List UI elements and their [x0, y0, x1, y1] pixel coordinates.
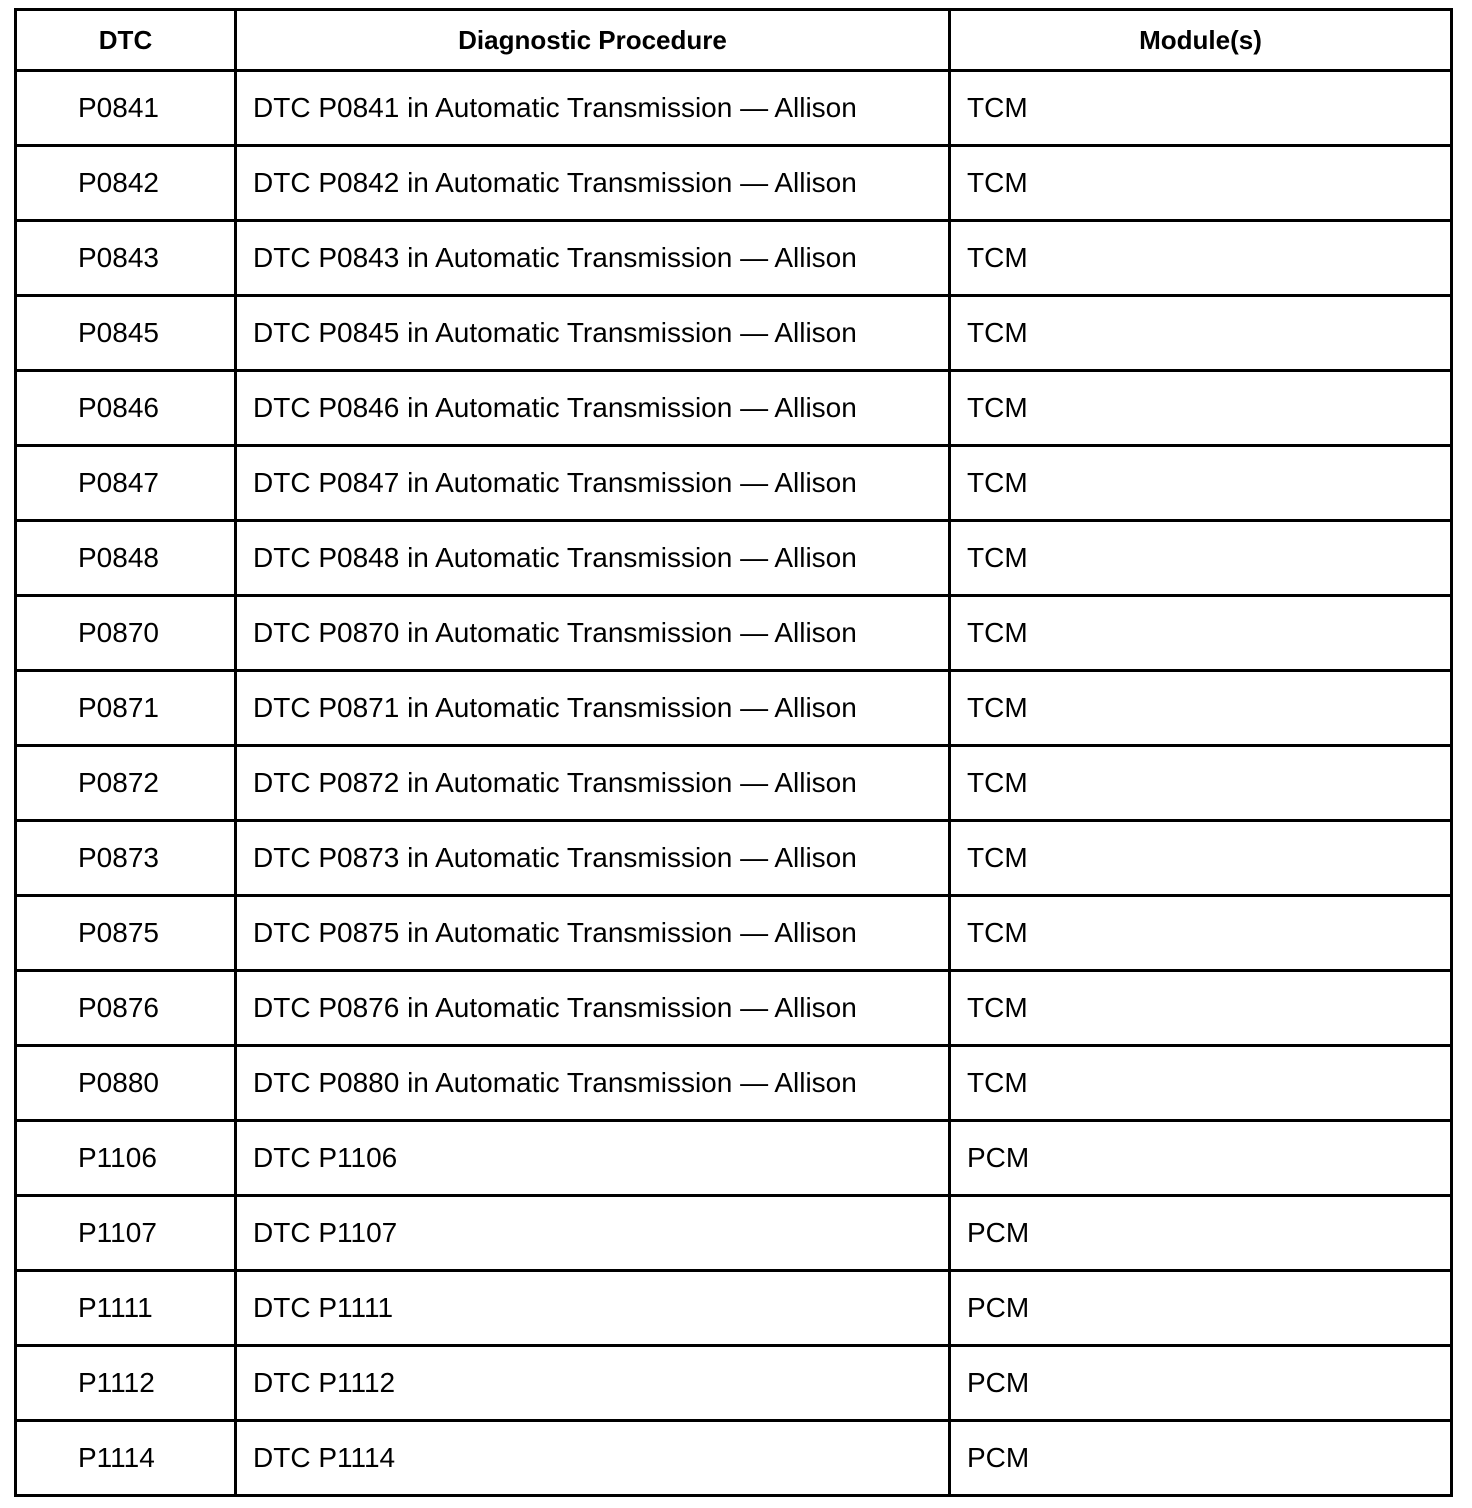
diagnostic-procedure-cell: DTC P0843 in Automatic Transmission — Allison: [236, 221, 950, 296]
diagnostic-procedure-cell: DTC P0847 in Automatic Transmission — Allison: [236, 446, 950, 521]
table-row: [16, 1346, 1452, 1421]
header-dtc: DTC: [16, 10, 236, 71]
table-row: [16, 446, 1452, 521]
dtc-code-cell: P0845: [16, 296, 236, 371]
module-cell: TCM: [950, 671, 1452, 746]
module-cell: TCM: [950, 521, 1452, 596]
table-row: [16, 1121, 1452, 1196]
diagnostic-procedure-cell: DTC P0842 in Automatic Transmission — Allison: [236, 146, 950, 221]
table-header: [16, 10, 1452, 71]
dtc-code-cell: P1114: [16, 1421, 236, 1496]
table-row: [16, 971, 1452, 1046]
header-row: [16, 10, 1452, 71]
table-row: [16, 71, 1452, 146]
diagnostic-procedure-cell: DTC P0841 in Automatic Transmission — Allison: [236, 71, 950, 146]
header-modules: Module(s): [950, 10, 1452, 71]
diagnostic-procedure-cell: DTC P0880 in Automatic Transmission — Allison: [236, 1046, 950, 1121]
diagnostic-procedure-cell: DTC P1111: [236, 1271, 950, 1346]
dtc-code-cell: P0880: [16, 1046, 236, 1121]
diagnostic-procedure-cell: DTC P0845 in Automatic Transmission — Allison: [236, 296, 950, 371]
table-row: [16, 671, 1452, 746]
dtc-code-cell: P0871: [16, 671, 236, 746]
module-cell: TCM: [950, 896, 1452, 971]
dtc-code-cell: P0846: [16, 371, 236, 446]
table-row: [16, 221, 1452, 296]
module-cell: TCM: [950, 146, 1452, 221]
module-cell: PCM: [950, 1196, 1452, 1271]
module-cell: TCM: [950, 71, 1452, 146]
module-cell: PCM: [950, 1121, 1452, 1196]
diagnostic-procedure-cell: DTC P0875 in Automatic Transmission — Allison: [236, 896, 950, 971]
diagnostic-procedure-cell: DTC P1114: [236, 1421, 950, 1496]
module-cell: TCM: [950, 1046, 1452, 1121]
module-cell: TCM: [950, 746, 1452, 821]
dtc-code-cell: P0848: [16, 521, 236, 596]
dtc-code-cell: P0873: [16, 821, 236, 896]
diagnostic-procedure-cell: DTC P0848 in Automatic Transmission — Allison: [236, 521, 950, 596]
module-cell: TCM: [950, 821, 1452, 896]
table-row: [16, 521, 1452, 596]
module-cell: PCM: [950, 1271, 1452, 1346]
dtc-code-cell: P0872: [16, 746, 236, 821]
dtc-code-cell: P0876: [16, 971, 236, 1046]
table-row: [16, 746, 1452, 821]
diagnostic-procedure-cell: DTC P1112: [236, 1346, 950, 1421]
diagnostic-procedure-cell: DTC P1107: [236, 1196, 950, 1271]
table-row: [16, 296, 1452, 371]
module-cell: TCM: [950, 221, 1452, 296]
dtc-code-cell: P1112: [16, 1346, 236, 1421]
diagnostic-procedure-cell: DTC P0871 in Automatic Transmission — Allison: [236, 671, 950, 746]
module-cell: TCM: [950, 296, 1452, 371]
module-cell: PCM: [950, 1421, 1452, 1496]
dtc-code-cell: P0870: [16, 596, 236, 671]
table-row: [16, 1196, 1452, 1271]
dtc-code-cell: P1107: [16, 1196, 236, 1271]
dtc-code-cell: P1106: [16, 1121, 236, 1196]
table-row: [16, 896, 1452, 971]
diagnostic-procedure-cell: DTC P0876 in Automatic Transmission — Allison: [236, 971, 950, 1046]
table-row: [16, 596, 1452, 671]
table-row: [16, 1271, 1452, 1346]
dtc-table: [14, 8, 1453, 1497]
dtc-code-cell: P0842: [16, 146, 236, 221]
dtc-code-cell: P1111: [16, 1271, 236, 1346]
diagnostic-procedure-cell: DTC P0870 in Automatic Transmission — Allison: [236, 596, 950, 671]
diagnostic-procedure-cell: DTC P1106: [236, 1121, 950, 1196]
table-row: [16, 146, 1452, 221]
diagnostic-procedure-cell: DTC P0846 in Automatic Transmission — Allison: [236, 371, 950, 446]
module-cell: TCM: [950, 596, 1452, 671]
dtc-code-cell: P0841: [16, 71, 236, 146]
table-row: [16, 821, 1452, 896]
module-cell: TCM: [950, 371, 1452, 446]
dtc-code-cell: P0843: [16, 221, 236, 296]
diagnostic-procedure-cell: DTC P0873 in Automatic Transmission — Allison: [236, 821, 950, 896]
module-cell: TCM: [950, 446, 1452, 521]
table-row: [16, 1421, 1452, 1496]
table-row: [16, 1046, 1452, 1121]
table-row: [16, 371, 1452, 446]
diagnostic-procedure-cell: DTC P0872 in Automatic Transmission — Allison: [236, 746, 950, 821]
table-body: [16, 71, 1452, 1496]
module-cell: PCM: [950, 1346, 1452, 1421]
dtc-code-cell: P0875: [16, 896, 236, 971]
dtc-code-cell: P0847: [16, 446, 236, 521]
module-cell: TCM: [950, 971, 1452, 1046]
header-diagnostic-procedure: Diagnostic Procedure: [236, 10, 950, 71]
